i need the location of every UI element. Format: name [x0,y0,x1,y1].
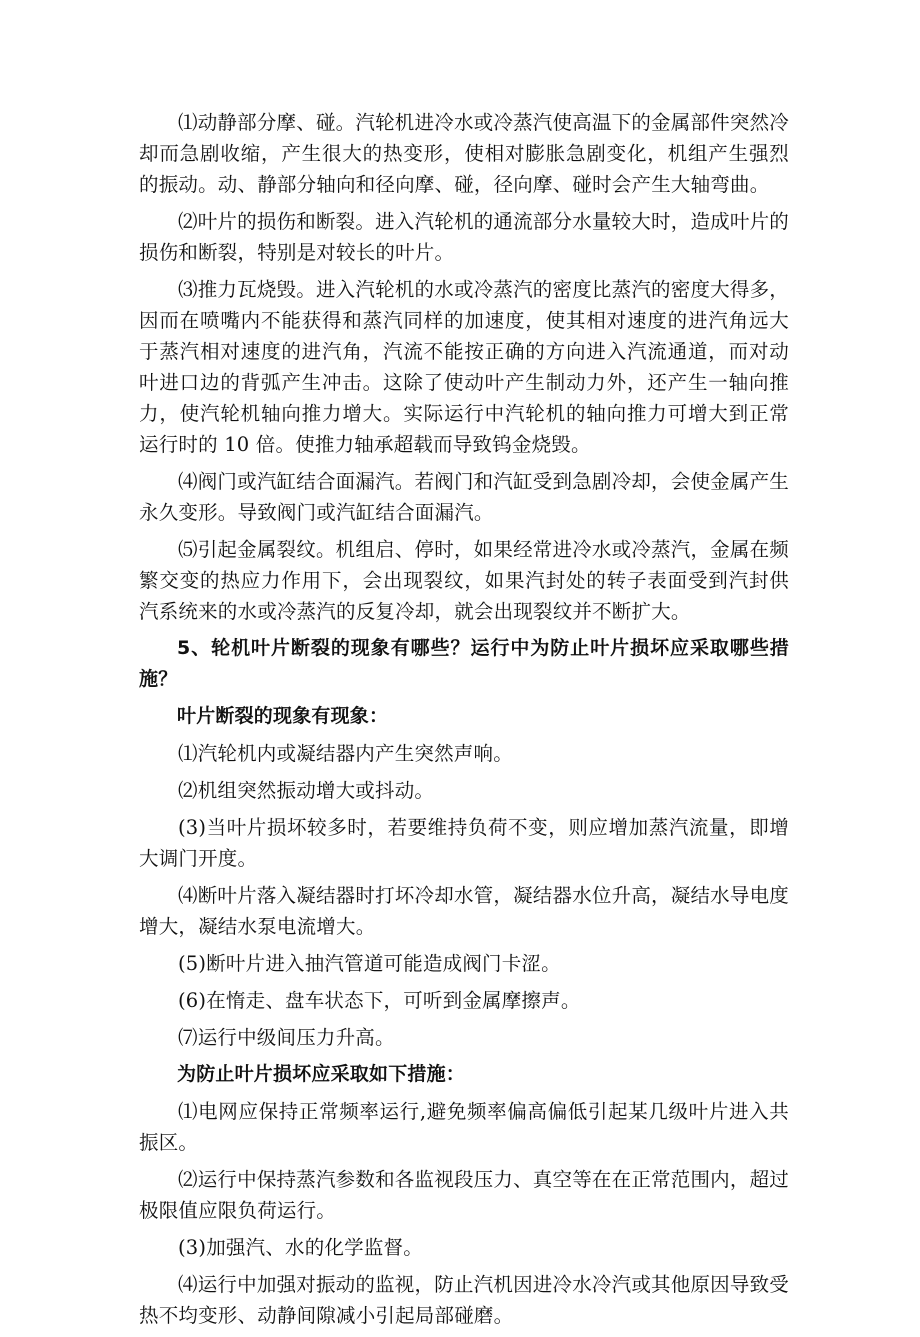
symptom-item-2: ⑵机组突然振动增大或抖动。 [178,779,435,802]
measure-item-2: ⑵运行中保持蒸汽参数和各监视段压力、真空等在在正常范围内，超过极限值应限负荷运行。 [139,1168,789,1222]
measure-item-1: ⑴电网应保持正常频率运行,避免频率偏高偏低引起某几级叶片进入共振区。 [139,1100,789,1154]
paragraph-consequence-1: ⑴动静部分摩、碰。汽轮机进冷水或冷蒸汽使高温下的金属部件突然冷却而急剧收缩，产生很大的热变形，使相对膨胀急剧变化，机组产生强烈的振动。动、静部分轴向和径向摩、碰，径向摩、碰时会产生大轴弯曲。 [139,111,789,196]
measure-item-4: ⑷运行中加强对振动的监视，防止汽机因进冷水冷汽或其他原因导致受热不均变形、动静间隙减小引起局部碰磨。 [139,1273,789,1327]
paragraph-consequence-2: ⑵叶片的损伤和断裂。进入汽轮机的通流部分水量较大时，造成叶片的损伤和断裂，特别是对较长的叶片。 [139,210,789,264]
measure-item-3: (3)加强汽、水的化学监督。 [178,1236,423,1259]
paragraph-consequence-3: ⑶推力瓦烧毁。进入汽轮机的水或冷蒸汽的密度比蒸汽的密度大得多，因而在喷嘴内不能获得和蒸汽同样的加速度，使其相对速度的进汽角远大于蒸汽相对速度的进汽角，汽流不能按正确的方向进入汽流通道，而对动叶进口边的背弧产生冲击。这除了使动叶产生制动力外，还产生一轴向推力，使汽轮机轴向推力增大。实际运行中汽轮机的轴向推力可增大到正常运行时的 10 倍。使推力轴承超载而导致钨金烧毁。 [139,278,789,456]
document-page [139,107,789,1337]
paragraph-consequence-4: ⑷阀门或汽缸结合面漏汽。若阀门和汽缸受到急剧冷却，会使金属产生永久变形。导致阀门或汽缸结合面漏汽。 [139,470,789,524]
measures-heading: 为防止叶片损坏应采取如下措施： [177,1063,466,1085]
symptom-item-7: ⑺运行中级间压力升高。 [178,1026,395,1049]
symptoms-heading: 叶片断裂的现象有现象： [177,705,389,727]
symptom-item-1: ⑴汽轮机内或凝结器内产生突然声响。 [178,742,513,765]
symptom-item-6: (6)在惰走、盘车状态下，可听到金属摩擦声。 [178,989,581,1012]
symptom-item-5: (5)断叶片进入抽汽管道可能造成阀门卡涩。 [178,952,561,975]
paragraph-consequence-5: ⑸引起金属裂纹。机组启、停时，如果经常进冷水或冷蒸汽，金属在频繁交变的热应力作用下，会出现裂纹，如果汽封处的转子表面受到汽封供汽系统来的水或冷蒸汽的反复冷却，就会出现裂纹并不断扩大。 [139,538,789,623]
symptom-item-3: (3)当叶片损坏较多时，若要维持负荷不变，则应增加蒸汽流量，即增大调门开度。 [139,816,789,870]
question-heading: 5、轮机叶片断裂的现象有哪些？运行中为防止叶片损坏应采取哪些措施？ [139,637,789,690]
symptom-item-4: ⑷断叶片落入凝结器时打坏冷却水管，凝结器水位升高，凝结水导电度增大，凝结水泵电流增大。 [139,884,789,938]
